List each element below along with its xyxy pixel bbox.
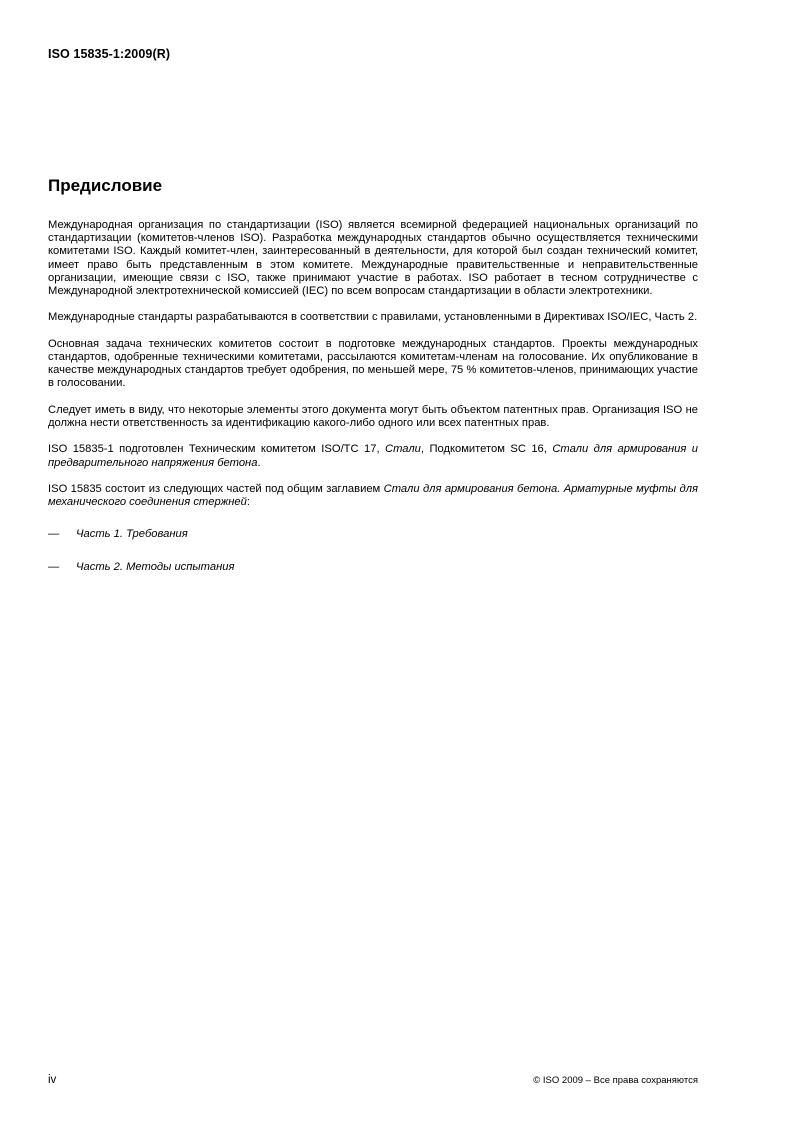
paragraph-prepared-by xyxy=(48,443,698,469)
foreword-body xyxy=(48,219,698,593)
copyright-notice: © ISO 2009 – Все права сохраняются xyxy=(533,1075,698,1086)
prepared-by-committee-name: Стали xyxy=(385,443,421,456)
list-dash: — xyxy=(48,528,60,541)
page-number: iv xyxy=(48,1074,57,1086)
standard-identifier: ISO 15835-1:2009(R) xyxy=(48,47,171,61)
page-title: Предисловие xyxy=(48,176,163,195)
list-item xyxy=(48,528,698,541)
parts-general-title: Стали для армирования бетона. Арматурные муфты для механического соединения стержней xyxy=(48,482,699,509)
list-item xyxy=(48,561,698,574)
paragraph-committee-task: Основная задача технических комитетов состоит в подготовке международных стандартов. Проекты международных стандартов, одобренные техническими комитетами, рассылаются комитетам-членам на голосование. Их опубликование в качестве международных стандартов требует одобрения, по меньшей мере, 75 % комитетов-членов, принимающих участие в голосовании. xyxy=(48,337,698,390)
paragraph-directives: Международные стандарты разрабатываются в соответствии с правилами, установленными в Директивах ISO/IEC, Часть 2. xyxy=(48,311,698,324)
paragraph-parts-intro xyxy=(48,483,698,509)
prepared-by-subcommittee-name: Стали для армирования и предварительного напряжения бетона xyxy=(48,443,699,469)
parts-intro-text-1: ISO 15835 состоит из следующих частей под общим заглавием xyxy=(48,482,384,495)
prepared-by-text-3: . xyxy=(257,456,261,469)
list-item-text: Часть 2. Методы испытания xyxy=(76,560,235,573)
parts-list xyxy=(48,528,698,573)
paragraph-iso-description: Международная организация по стандартизации (ISO) является всемирной федерацией национальных организаций по стандартизации (комитетов-членов ISO). Разработка международных стандартов обычно осуществляется техническими комитетами ISO. Каждый комитет-член, заинтересованный в деятельности, для которой был создан технический комитет, имеет право быть представленным в этом комитете. Международные правительственные и неправительственные организации, имеющие связи с ISO, также принимают участие в работах. ISO работает в тесном сотрудничестве с Международной электротехнической комиссией (IEC) по всем вопросам стандартизации в области электротехники. xyxy=(48,219,698,298)
prepared-by-text-2: , Подкомитетом SC 16, xyxy=(420,443,553,456)
list-item-text: Часть 1. Требования xyxy=(76,528,188,541)
paragraph-patent-notice: Следует иметь в виду, что некоторые элементы этого документа могут быть объектом патентных прав. Организация ISO не должна нести ответственность за идентификацию какого-либо одного или всех патентных прав. xyxy=(48,403,698,429)
prepared-by-text-1: ISO 15835-1 подготовлен Техническим комитетом ISO/TC 17, xyxy=(48,443,385,456)
list-dash: — xyxy=(48,560,60,573)
parts-intro-text-2: : xyxy=(246,496,250,509)
